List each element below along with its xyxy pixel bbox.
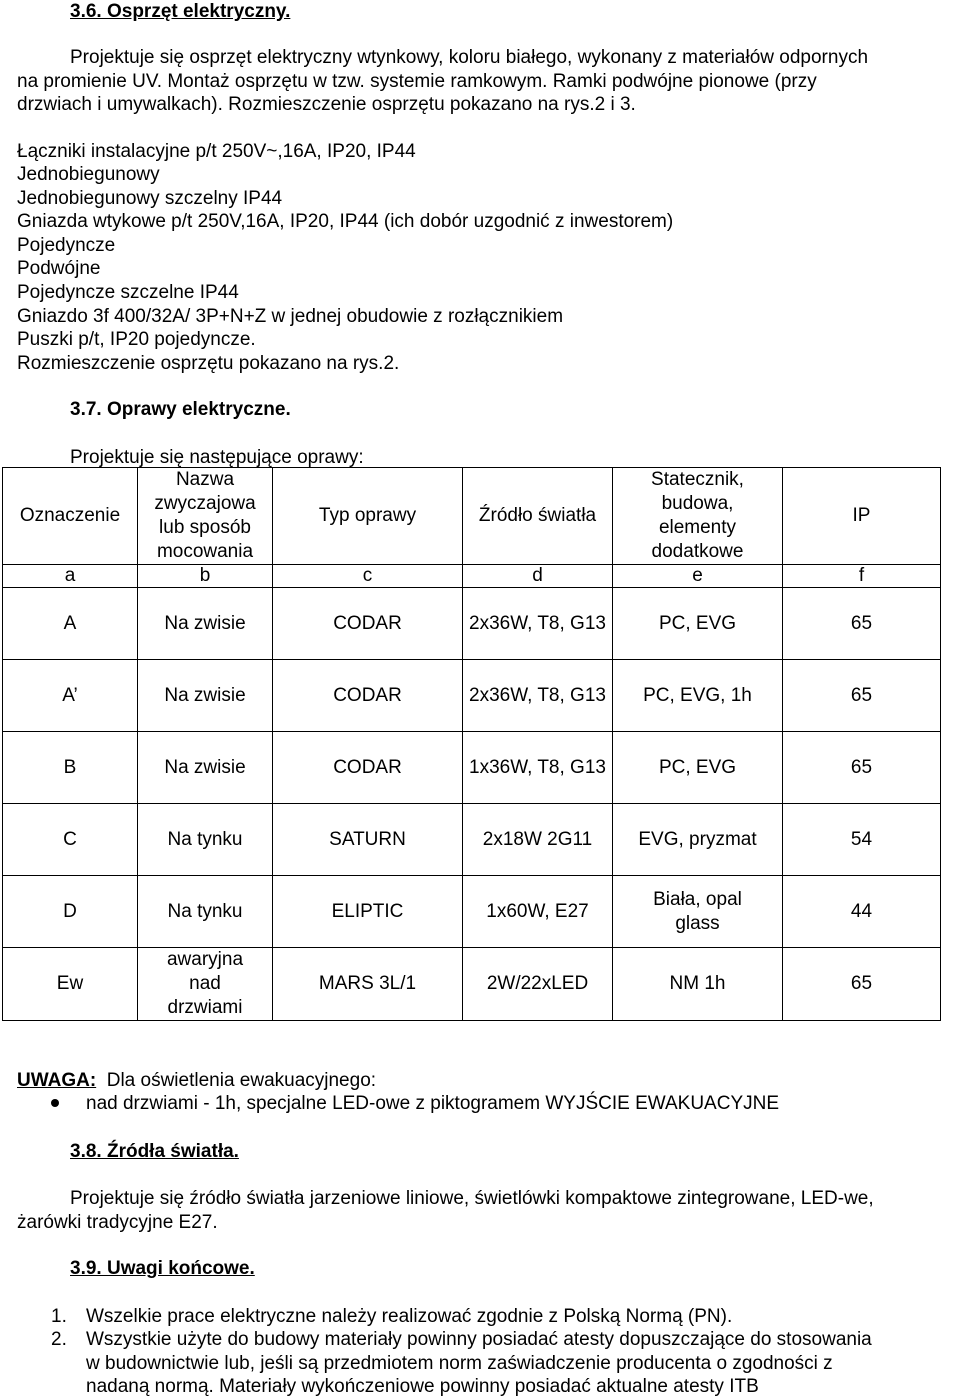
- list-item: Wszystkie użyte do budowy materiały powinny posiadać atesty dopuszczające do stosowania: [86, 1329, 872, 1350]
- column-letter: e: [613, 565, 783, 588]
- table-cell-ballast: [613, 588, 783, 660]
- table-cell-ballast: [613, 804, 783, 876]
- list-item-continuation: w budownictwie lub, jeśli są przedmiotem norm zaświadczenie producenta o zgodności z: [86, 1353, 833, 1374]
- cell-text: Na zwisie: [164, 756, 246, 778]
- column-header-fixture-type: [273, 468, 463, 565]
- list-item: Puszki p/t, IP20 pojedyncze.: [17, 329, 256, 350]
- list-number: 1.: [51, 1306, 67, 1327]
- paragraph-line: żarówki tradycyjne E27.: [17, 1212, 218, 1233]
- list-item: Gniazdo 3f 400/32A/ 3P+N+Z w jednej obudowie z rozłącznikiem: [17, 306, 564, 327]
- cell-text: Na zwisie: [164, 684, 246, 706]
- table-cell-light-source: [463, 948, 613, 1021]
- cell-text: dodatkowe: [651, 541, 744, 562]
- cell-text: awaryjna: [166, 949, 244, 970]
- note-line: [17, 1069, 376, 1093]
- section-heading-3-8: 3.8. Źródła światła.: [70, 1141, 239, 1162]
- column-header-ip: [783, 468, 941, 565]
- list-item: Rozmieszczenie osprzętu pokazano na rys.2.: [17, 353, 400, 374]
- bullet-icon: [51, 1099, 59, 1107]
- paragraph-line: Projektuje się następujące oprawy:: [70, 447, 364, 468]
- list-item: Podwójne: [17, 258, 101, 279]
- paragraph-line: Projektuje się osprzęt elektryczny wtynkowy, koloru białego, wykonany z materiałów odpornych: [70, 47, 869, 68]
- table-cell-ballast: [613, 876, 783, 948]
- list-number: 2.: [51, 1329, 67, 1350]
- column-header-mounting: [138, 468, 273, 565]
- paragraph-line: drzwiach i umywalkach). Rozmieszczenie osprzętu pokazano na rys.2 i 3.: [17, 94, 636, 115]
- cell-text: CODAR: [333, 684, 402, 706]
- table-row: [3, 948, 941, 1021]
- table-cell-designation: [3, 876, 138, 948]
- column-header-ballast: [613, 468, 783, 565]
- cell-text: 65: [850, 973, 873, 994]
- table-cell-ballast: [613, 660, 783, 732]
- paragraph-line: Projektuje się źródło światła jarzeniowe liniowe, świetlówki kompaktowe zintegrowane, LED-we,: [70, 1188, 874, 1209]
- cell-text: 65: [850, 612, 873, 634]
- cell-text: mocowania: [156, 541, 254, 562]
- table-cell-fixture-type: [273, 948, 463, 1021]
- cell-text: CODAR: [333, 612, 402, 634]
- cell-text: ELIPTIC: [331, 900, 404, 922]
- cell-text: Ew: [56, 973, 84, 994]
- cell-text: C: [63, 828, 77, 850]
- cell-text: PC, EVG, 1h: [643, 684, 752, 706]
- section-heading-3-7: 3.7. Oprawy elektryczne.: [70, 399, 291, 420]
- cell-text: lub sposób: [159, 517, 251, 538]
- table-row: [3, 876, 941, 948]
- table-cell-fixture-type: [273, 876, 463, 948]
- table-cell-mounting: [138, 804, 273, 876]
- cell-text: D: [63, 900, 77, 922]
- table-cell-ballast: [613, 732, 783, 804]
- table-cell-light-source: [463, 732, 613, 804]
- table-cell-fixture-type: [273, 804, 463, 876]
- cell-text: 2x36W, T8, G13: [469, 612, 606, 634]
- table-cell-ip: [783, 588, 941, 660]
- paragraph-line: na promienie UV. Montaż osprzętu w tzw. systemie ramkowym. Ramki podwójne pionowe (przy: [17, 71, 817, 92]
- cell-text: Na zwisie: [164, 612, 246, 634]
- cell-text: SATURN: [329, 828, 406, 850]
- cell-text: 54: [850, 828, 873, 850]
- cell-text: drzwiami: [167, 997, 243, 1018]
- cell-text: A: [63, 612, 77, 634]
- note-text: Dla oświetlenia ewakuacyjnego:: [106, 1070, 377, 1091]
- column-letter: f: [783, 565, 941, 588]
- table-cell-designation: [3, 804, 138, 876]
- table-cell-fixture-type: [273, 588, 463, 660]
- cell-text: Na tynku: [167, 828, 243, 850]
- column-letter: d: [463, 565, 613, 588]
- cell-text: A’: [62, 684, 78, 706]
- cell-text: Nazwa: [175, 469, 235, 490]
- cell-text: IP: [852, 505, 871, 526]
- table-cell-light-source: [463, 876, 613, 948]
- table-header-row: [3, 468, 941, 565]
- table-cell-designation: [3, 948, 138, 1021]
- cell-text: NM 1h: [669, 973, 726, 994]
- table-cell-fixture-type: [273, 732, 463, 804]
- cell-text: zwyczajowa: [154, 493, 256, 514]
- section-heading-3-9: 3.9. Uwagi końcowe.: [70, 1258, 255, 1279]
- column-letter: a: [3, 565, 138, 588]
- table-cell-ip: [783, 732, 941, 804]
- list-item: Łączniki instalacyjne p/t 250V~,16A, IP20, IP44: [17, 141, 416, 162]
- cell-text: PC, EVG: [658, 612, 737, 634]
- table-cell-ip: [783, 804, 941, 876]
- cell-text: Źródło światła: [478, 505, 597, 526]
- list-item: Jednobiegunowy szczelny IP44: [17, 188, 283, 209]
- column-header-designation: [3, 468, 138, 565]
- bullet-item: nad drzwiami - 1h, specjalne LED-owe z piktogramem WYJŚCIE EWAKUACYJNE: [86, 1093, 780, 1114]
- column-letter: c: [273, 565, 463, 588]
- table-row: [3, 660, 941, 732]
- table-cell-ballast: [613, 948, 783, 1021]
- cell-text: 1x36W, T8, G13: [469, 756, 606, 778]
- table-cell-mounting: [138, 948, 273, 1021]
- table-cell-ip: [783, 876, 941, 948]
- note-label: UWAGA:: [17, 1070, 97, 1091]
- section-heading-3-6: 3.6. Osprzęt elektryczny.: [70, 1, 291, 22]
- table-cell-ip: [783, 660, 941, 732]
- table-cell-designation: [3, 660, 138, 732]
- cell-text: 2W/22xLED: [486, 973, 589, 994]
- table-cell-mounting: [138, 876, 273, 948]
- cell-text: 1x60W, E27: [486, 900, 589, 922]
- table-cell-light-source: [463, 804, 613, 876]
- cell-text: EVG, pryzmat: [638, 828, 757, 850]
- cell-text: 2x18W 2G11: [482, 828, 593, 850]
- table-row: [3, 804, 941, 876]
- table-cell-ip: [783, 948, 941, 1021]
- column-header-light-source: [463, 468, 613, 565]
- cell-text: B: [63, 756, 77, 778]
- cell-text: PC, EVG: [658, 756, 737, 778]
- table-cell-designation: [3, 588, 138, 660]
- table-cell-light-source: [463, 660, 613, 732]
- list-item: Gniazda wtykowe p/t 250V,16A, IP20, IP44 (ich dobór uzgodnić z inwestorem): [17, 211, 674, 232]
- cell-text: elementy: [658, 517, 737, 538]
- table-cell-mounting: [138, 588, 273, 660]
- list-item-continuation: nadaną normą. Materiały wykończeniowe powinny posiadać aktualne atesty ITB: [86, 1376, 759, 1397]
- cell-text: Biała, opal: [653, 888, 742, 910]
- cell-text: Typ oprawy: [318, 505, 417, 526]
- cell-text: budowa,: [661, 493, 734, 514]
- cell-text: glass: [675, 912, 720, 934]
- cell-text: 44: [850, 900, 873, 922]
- cell-text: Statecznik,: [651, 469, 744, 490]
- cell-text: CODAR: [333, 756, 402, 778]
- cell-text: 2x36W, T8, G13: [469, 684, 606, 706]
- table-row: [3, 588, 941, 660]
- column-letter: b: [138, 565, 273, 588]
- cell-text: 65: [850, 756, 873, 778]
- table-cell-fixture-type: [273, 660, 463, 732]
- fixtures-table: [2, 467, 941, 1021]
- table-letter-row: [3, 565, 941, 588]
- list-item: Pojedyncze szczelne IP44: [17, 282, 239, 303]
- table-cell-mounting: [138, 732, 273, 804]
- cell-text: nad: [189, 973, 221, 994]
- cell-text: MARS 3L/1: [318, 973, 417, 994]
- cell-text: Oznaczenie: [19, 505, 121, 526]
- table-cell-mounting: [138, 660, 273, 732]
- cell-text: Na tynku: [167, 900, 243, 922]
- list-item: Jednobiegunowy: [17, 164, 160, 185]
- table-cell-light-source: [463, 588, 613, 660]
- fixtures-table-body: [3, 468, 941, 1021]
- list-item: Wszelkie prace elektryczne należy realizować zgodnie z Polską Normą (PN).: [86, 1306, 733, 1327]
- cell-text: 65: [850, 684, 873, 706]
- list-item: Pojedyncze: [17, 235, 116, 256]
- table-row: [3, 732, 941, 804]
- table-cell-designation: [3, 732, 138, 804]
